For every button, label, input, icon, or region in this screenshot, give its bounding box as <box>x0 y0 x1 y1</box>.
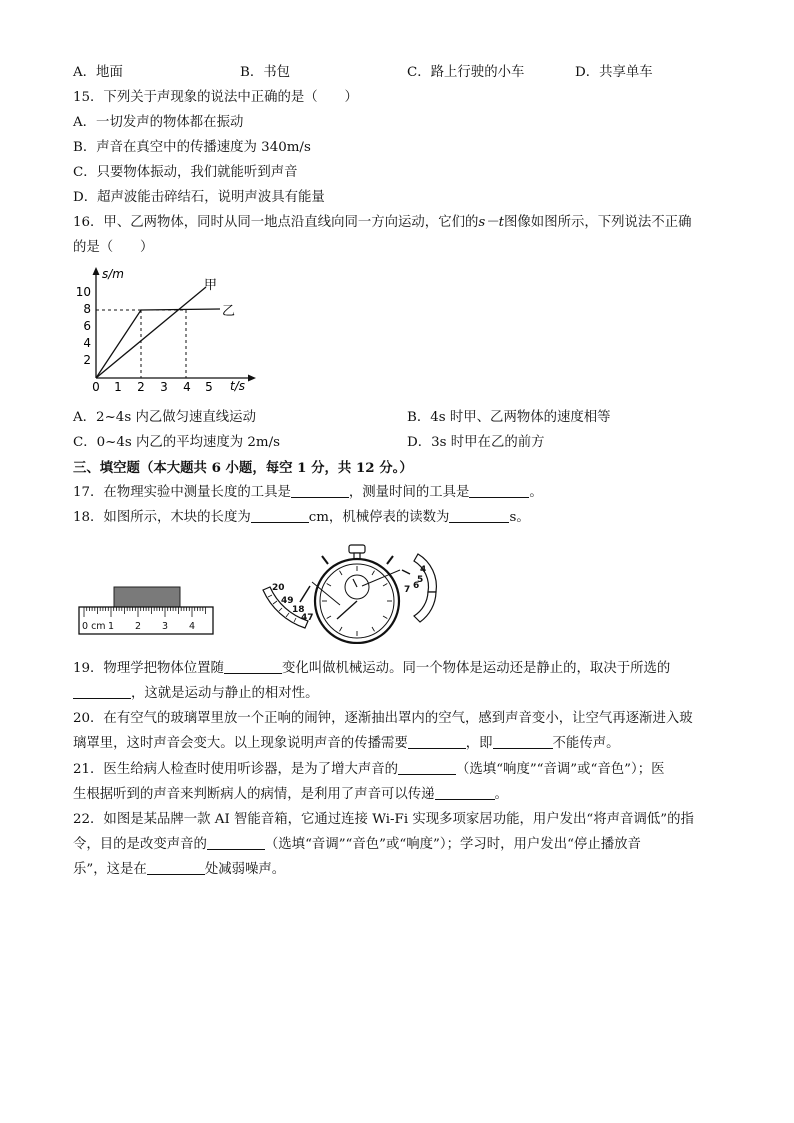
graph-y-tick: 8 <box>83 302 91 316</box>
graph-line-jia <box>96 287 206 378</box>
zoom-right-label: 5 <box>417 575 424 585</box>
q22-line1: 22．如图是某品牌一款 AI 智能音箱，它通过连接 Wi-Fi 实现多项家居功能，用户发出“将声音调低”的指 <box>73 812 694 827</box>
q16-st-symbol: s－t <box>478 215 505 230</box>
q21-line1: 21．医生给病人检查时使用听诊器，是为了增大声音的 （选填“响度”“音调”或“音色”）；医 <box>73 762 665 777</box>
graph-x-tick: 3 <box>160 380 168 394</box>
answer-blank <box>73 685 131 699</box>
zoom-left-label: 47 <box>301 613 314 623</box>
answer-blank <box>224 660 282 674</box>
q22-line2: 令，目的是改变声音的 （选填“音调”“音色”或“响度”）；学习时，用户发出“停止播放音 <box>73 837 641 852</box>
q14-option-d: D．共享单车 <box>575 65 653 80</box>
graph-y-tick: 2 <box>83 353 91 367</box>
answer-blank <box>408 735 466 749</box>
graph-line-yi <box>96 309 220 378</box>
graph-label-jia: 甲 <box>204 278 218 293</box>
graph-y-tick: 4 <box>83 336 91 350</box>
q21-line2: 生根据听到的声音来判断病人的病情，是利用了声音可以传递 。 <box>73 787 508 802</box>
answer-blank <box>207 836 265 850</box>
ruler-label: 3 <box>162 621 169 632</box>
q20-line2: 璃罩里，这时声音会变大。以上现象说明声音的传播需要 ，即 不能传声。 <box>73 736 620 751</box>
answer-blank <box>493 735 553 749</box>
q16-stem-line2: 的是（ ） <box>73 240 154 255</box>
q16-stem-line1: 16．甲、乙两物体，同时从同一地点沿直线向同一方向运动，它们的s－t图像如图所示，下列说法不正确 <box>73 215 692 230</box>
answer-blank <box>147 861 205 875</box>
graph-x-tick: 5 <box>205 380 213 394</box>
q15-option-c: C．只要物体振动，我们就能听到声音 <box>73 165 298 180</box>
graph-y-label: s/m <box>102 267 124 281</box>
graph-y-tick: 10 <box>75 285 91 299</box>
q14-option-b: B．书包 <box>240 65 291 80</box>
section-3-title: 三、填空题（本大题共 6 小题，每空 1 分，共 12 分。） <box>73 460 413 476</box>
ruler-label: 2 <box>135 621 142 632</box>
graph-x-label: t/s <box>230 379 245 393</box>
stopwatch-crown <box>349 545 365 553</box>
q15-option-b: B．声音在真空中的传播速度为 340m/s <box>73 140 311 155</box>
answer-blank <box>469 484 529 498</box>
q20-line1: 20．在有空气的玻璃罩里放一个正响的闹钟，逐渐抽出罩内的空气，感到声音变小，让空气再逐渐进入玻 <box>73 711 693 726</box>
answer-blank <box>291 484 349 498</box>
q18: 18．如图所示，木块的长度为 cm，机械停表的读数为 s。 <box>73 510 530 525</box>
zoom-left-label: 49 <box>281 596 294 606</box>
q15-stem: 15．下列关于声现象的说法中正确的是（ ） <box>73 90 358 105</box>
ruler-figure <box>78 584 216 636</box>
wood-block <box>114 587 180 607</box>
q16-option-a: A．2~4s 内乙做匀速直线运动 <box>73 410 256 425</box>
zoom-left-label: 20 <box>272 583 285 593</box>
graph-x-tick: 0 <box>92 380 100 394</box>
ruler-label: 0 cm <box>82 621 106 632</box>
graph-x-arrow <box>248 375 256 382</box>
zoom-left-label: 18 <box>292 605 305 615</box>
answer-blank <box>449 509 509 523</box>
graph-y-tick: 6 <box>83 319 91 333</box>
graph-x-tick: 4 <box>183 380 191 394</box>
answer-blank <box>435 786 495 800</box>
ruler-label: 1 <box>108 621 115 632</box>
q14-option-a: A．地面 <box>73 65 123 80</box>
q15-option-a: A．一切发声的物体都在振动 <box>73 115 244 130</box>
q22-line3: 乐”，这是在 处减弱噪声。 <box>73 862 286 877</box>
answer-blank <box>398 761 456 775</box>
stopwatch-figure <box>250 542 450 644</box>
zoom-right-label: 6 <box>413 581 420 591</box>
q16-st-graph <box>70 262 260 394</box>
graph-x-tick: 2 <box>137 380 145 394</box>
q14-option-c: C．路上行驶的小车 <box>407 65 525 80</box>
ruler-label: 4 <box>189 621 196 632</box>
q16-option-c: C．0~4s 内乙的平均速度为 2m/s <box>73 435 281 450</box>
q16-option-d: D．3s 时甲在乙的前方 <box>407 435 545 450</box>
q19-line1: 19．物理学把物体位置随 变化叫做机械运动。同一个物体是运动还是静止的，取决于所选的 <box>73 661 671 676</box>
q17: 17．在物理实验中测量长度的工具是 ，测量时间的工具是 。 <box>73 485 543 500</box>
answer-blank <box>251 509 309 523</box>
zoom-right-label: 7 <box>404 585 411 595</box>
q19-line2: ，这就是运动与静止的相对性。 <box>73 685 318 703</box>
graph-y-arrow <box>93 267 100 275</box>
zoom-right-label: 4 <box>420 565 427 575</box>
graph-x-tick: 1 <box>114 380 122 394</box>
graph-label-yi: 乙 <box>222 304 236 319</box>
q16-option-b: B．4s 时甲、乙两物体的速度相等 <box>407 410 611 425</box>
q15-option-d: D．超声波能击碎结石，说明声波具有能量 <box>73 190 325 205</box>
